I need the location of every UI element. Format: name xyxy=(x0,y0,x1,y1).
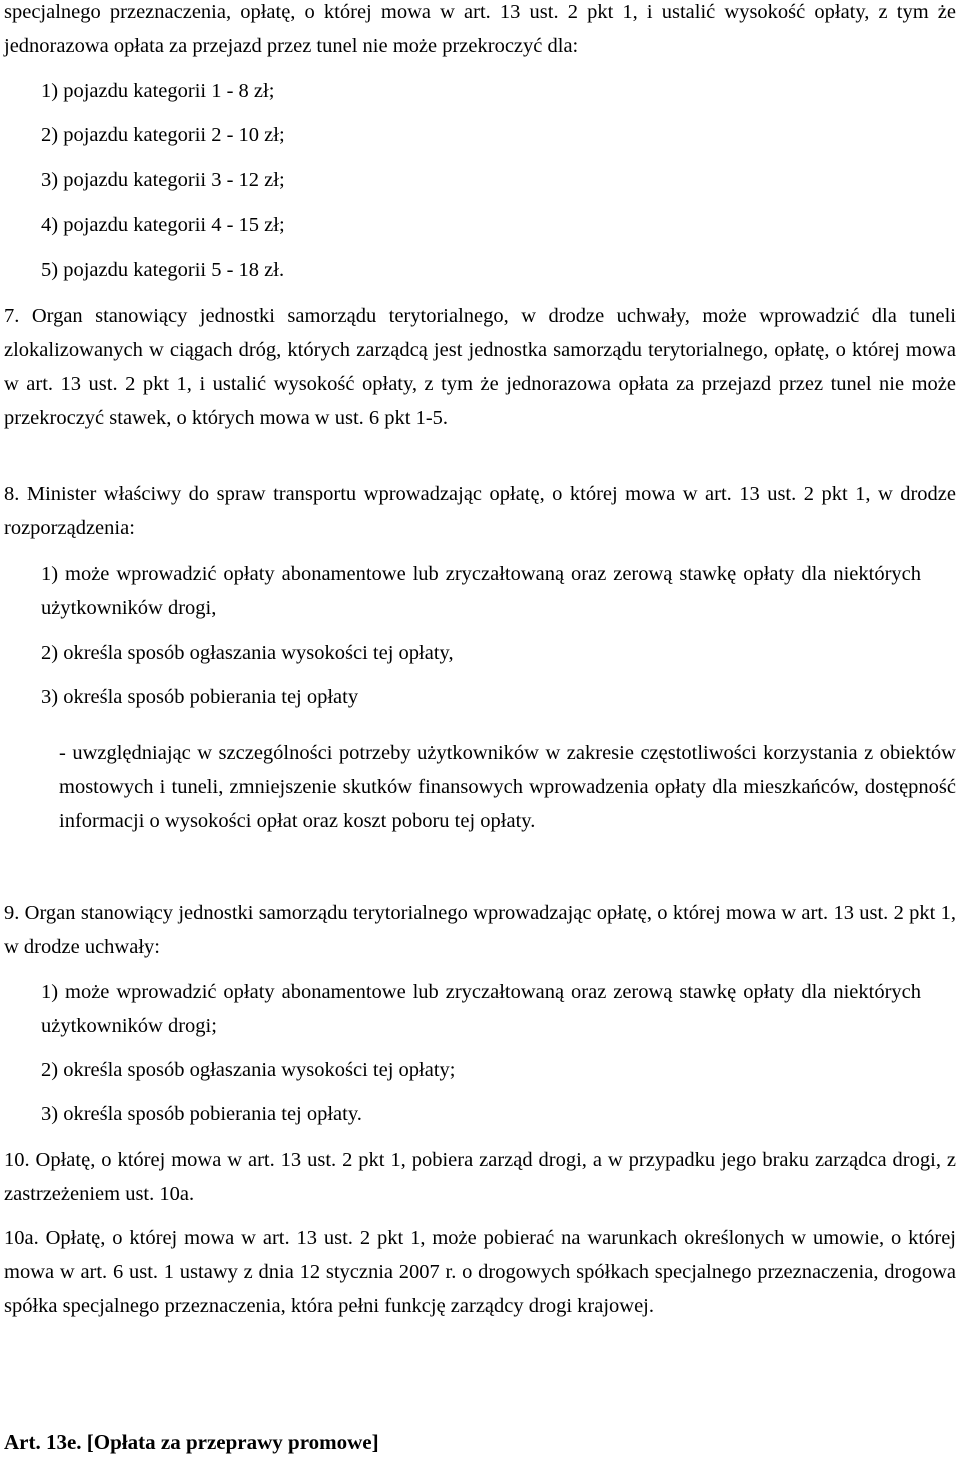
article-heading: Art. 13e. [Opłata za przeprawy promowe] xyxy=(4,1430,379,1454)
paragraph-8-item: 3) określa sposób pobierania tej opłaty xyxy=(41,686,359,708)
paragraph-8-justification: - uwzględniając w szczególności potrzeby użytkowników w zakresie częstotliwości korzystania z obiektów mostowych i tuneli, zmniejszenie skutków finansowych wprowadzenia opłaty dla mieszkańców, dostępność informacji o wysokości opłat oraz koszt poboru tej opłaty. xyxy=(59,742,956,832)
paragraph-7: 7. Organ stanowiący jednostki samorządu terytorialnego, w drodze uchwały, może wprowadzić dla tuneli zlokalizowanych w ciągach dróg, których zarządcą jest jednostka samorządu terytorialnego, opłatę, o której mowa w art. 13 ust. 2 pkt 1, i ustalić wysokość opłaty, z tym że jednorazowa opłata za przejazd przez tunel nie może przekroczyć stawek, o których mowa w ust. 6 pkt 1-5. xyxy=(4,305,956,429)
paragraph-8: 8. Minister właściwy do spraw transportu wprowadzając opłatę, o której mowa w art. 13 ust. 2 pkt 1, w drodze rozporządzenia: xyxy=(4,483,956,539)
paragraph-9: 9. Organ stanowiący jednostki samorządu terytorialnego wprowadzając opłatę, o której mowa w art. 13 ust. 2 pkt 1, w drodze uchwały: xyxy=(4,902,956,958)
paragraph-10: 10. Opłatę, o której mowa w art. 13 ust. 2 pkt 1, pobiera zarząd drogi, a w przypadku jego braku zarządca drogi, z zastrzeżeniem ust. 10a. xyxy=(4,1149,956,1205)
category-item: 2) pojazdu kategorii 2 - 10 zł; xyxy=(41,124,285,146)
paragraph-8-item: 2) określa sposób ogłaszania wysokości tej opłaty, xyxy=(41,642,454,664)
paragraph-8-item: 1) może wprowadzić opłaty abonamentowe lub zryczałtowaną oraz zerową stawkę opłaty dla niektórych użytkowników drogi, xyxy=(41,563,921,619)
paragraph-9-item: 3) określa sposób pobierania tej opłaty. xyxy=(41,1103,362,1125)
paragraph-9-item: 1) może wprowadzić opłaty abonamentowe lub zryczałtowaną oraz zerową stawkę opłaty dla niektórych użytkowników drogi; xyxy=(41,981,921,1037)
category-item: 3) pojazdu kategorii 3 - 12 zł; xyxy=(41,169,285,191)
category-item: 4) pojazdu kategorii 4 - 15 zł; xyxy=(41,214,285,236)
paragraph-9-item: 2) określa sposób ogłaszania wysokości tej opłaty; xyxy=(41,1059,456,1081)
intro-paragraph: specjalnego przeznaczenia, opłatę, o której mowa w art. 13 ust. 2 pkt 1, i ustalić wysokość opłaty, z tym że jednorazowa opłata za przejazd przez tunel nie może przekroczyć dla: xyxy=(4,1,956,57)
paragraph-10a: 10a. Opłatę, o której mowa w art. 13 ust. 2 pkt 1, może pobierać na warunkach określonych w umowie, o której mowa w art. 6 ust. 1 ustawy z dnia 12 stycznia 2007 r. o drogowych spółkach specjalnego przeznaczenia, drogowa spółka specjalnego przeznaczenia, która pełni funkcję zarządcy drogi krajowej. xyxy=(4,1227,956,1317)
category-item: 5) pojazdu kategorii 5 - 18 zł. xyxy=(41,259,285,281)
category-item: 1) pojazdu kategorii 1 - 8 zł; xyxy=(41,80,275,102)
